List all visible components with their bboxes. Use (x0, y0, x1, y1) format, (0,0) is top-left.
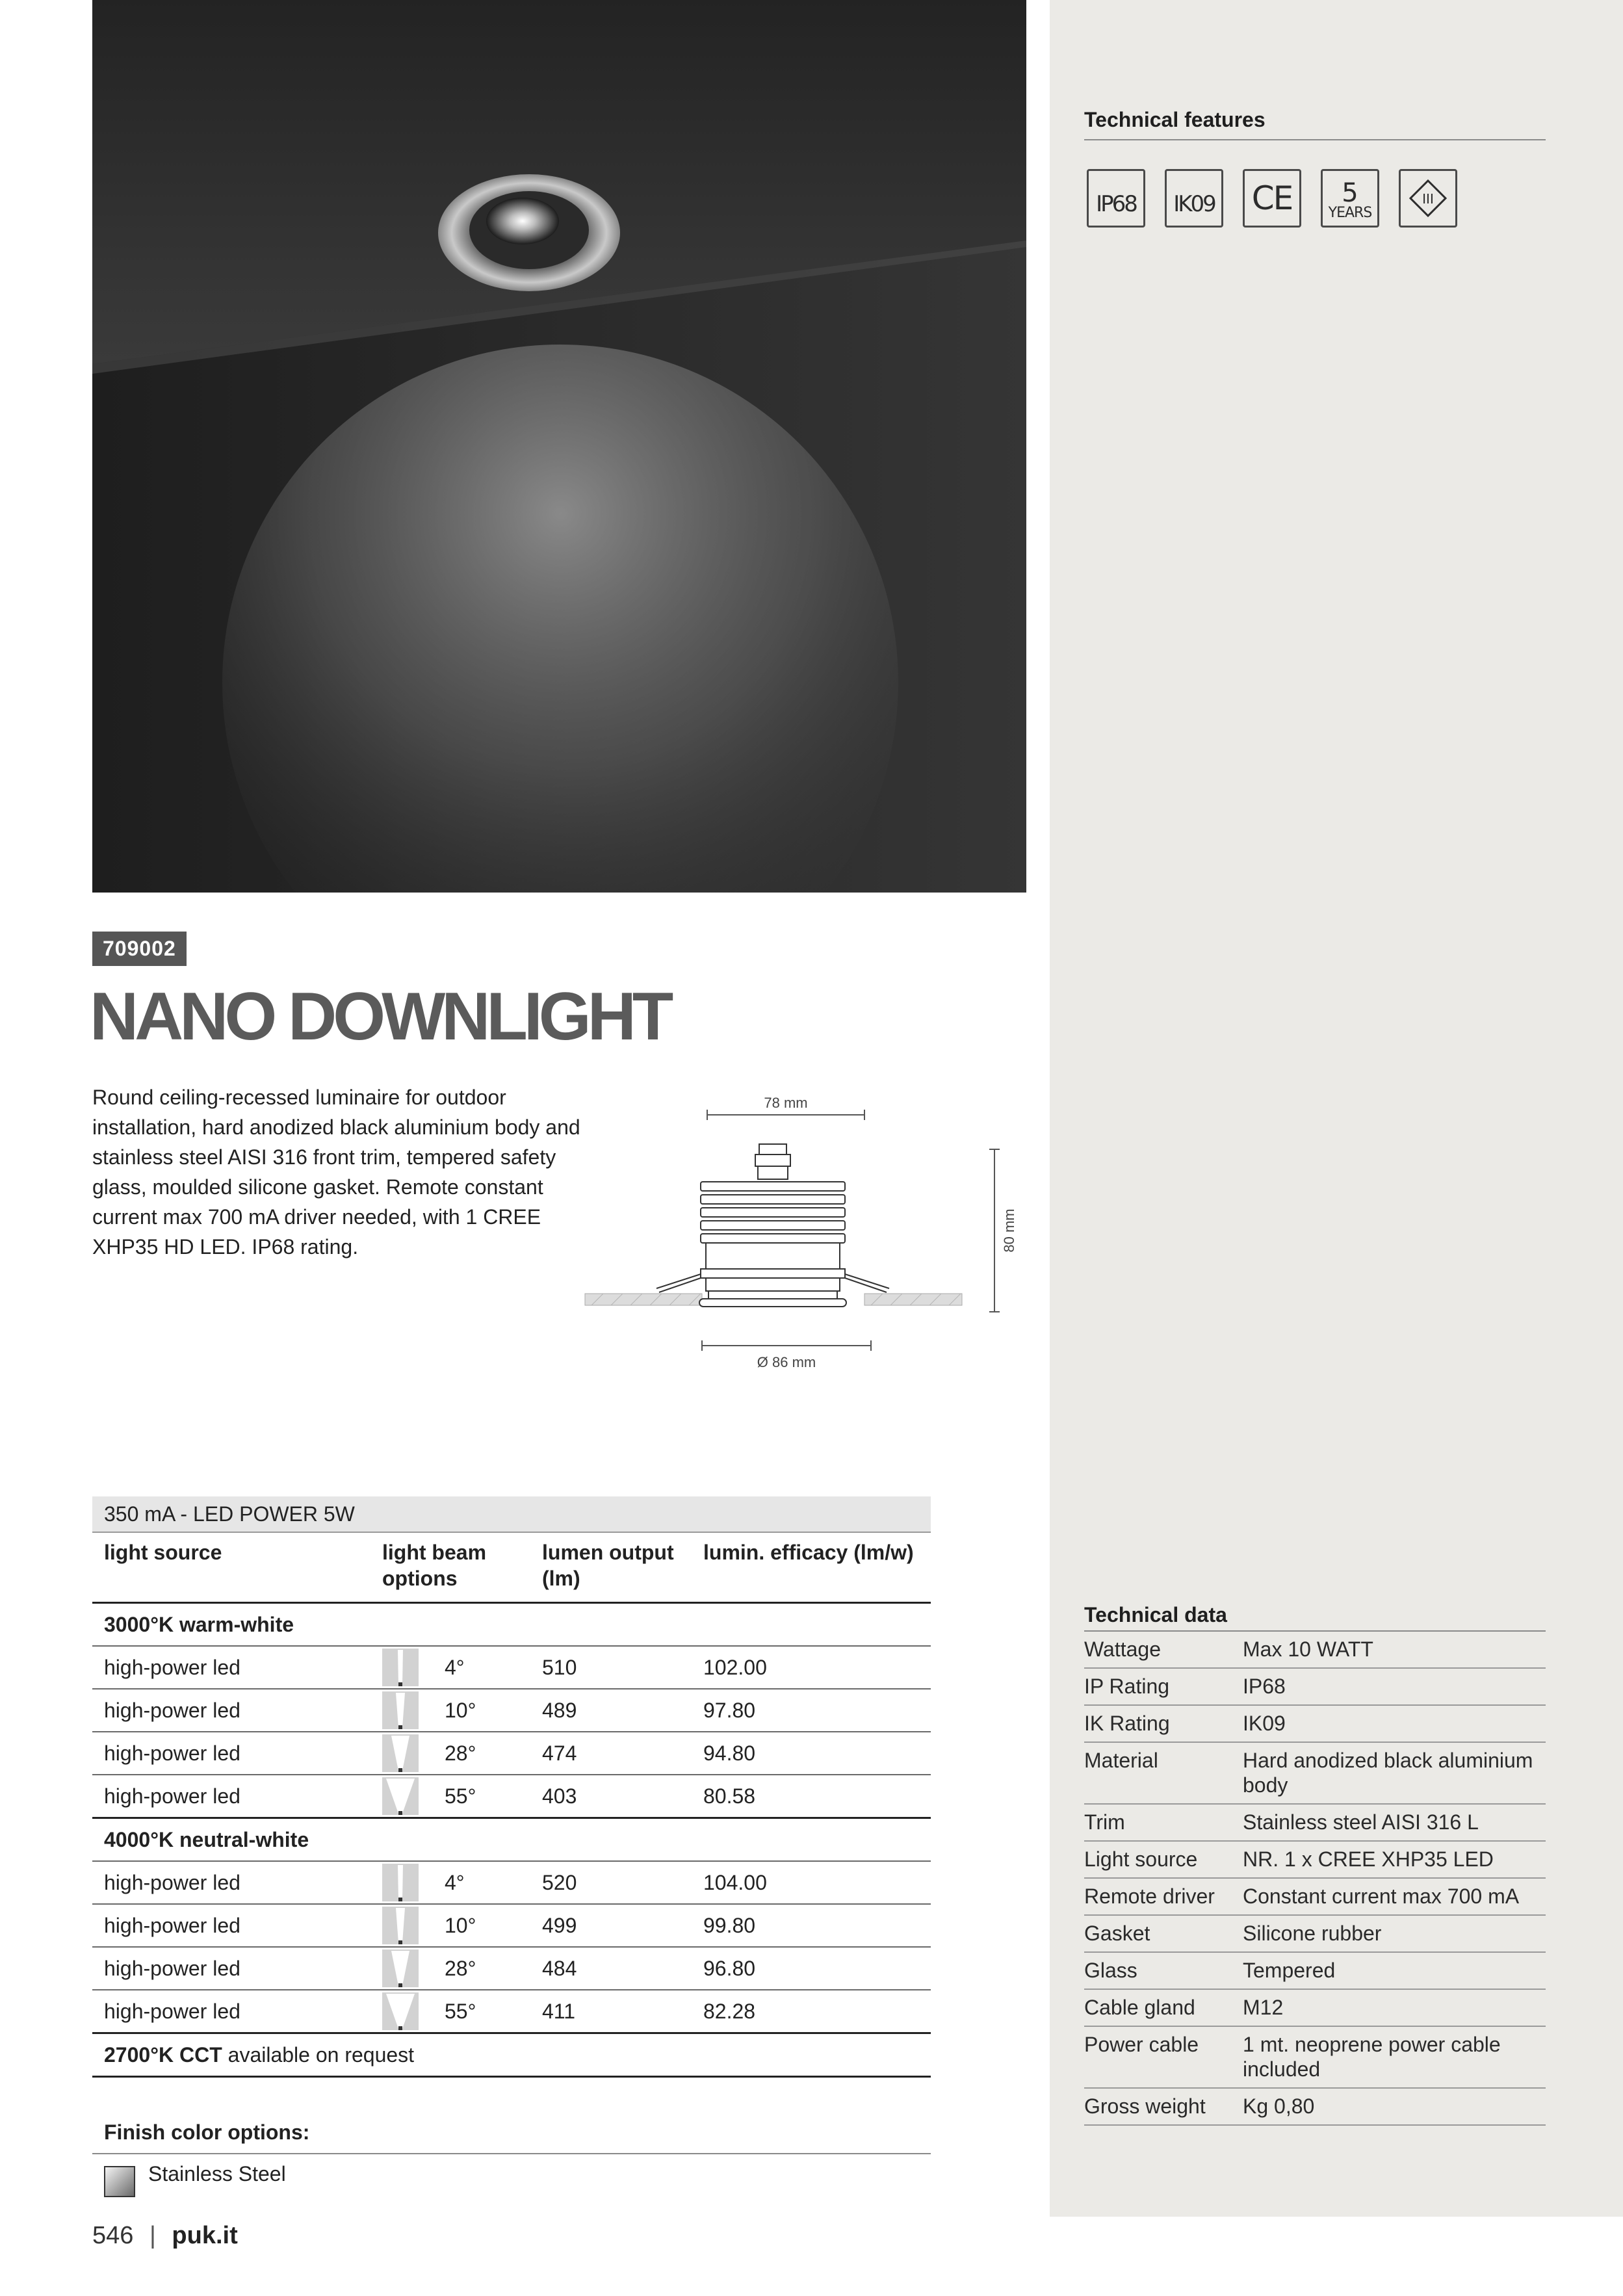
lumen-cell: 474 (530, 1732, 692, 1775)
tech-data-table (1084, 1632, 1546, 2126)
tech-data-value: Tempered (1243, 1952, 1546, 1989)
cct-note-text: available on request (222, 2042, 415, 2067)
beam-angle-icon (382, 1907, 419, 1944)
beam-icon-cell (370, 1861, 433, 1904)
tech-data-value: IK09 (1243, 1705, 1546, 1742)
cct-note (92, 2033, 931, 2077)
class-iii-icon (1399, 169, 1457, 228)
light-source-cell: high-power led (92, 1689, 370, 1732)
tech-data-key: Gross weight (1084, 2088, 1243, 2125)
tech-data-key: Trim (1084, 1804, 1243, 1841)
tech-data-row (1084, 1841, 1546, 1878)
light-source-cell: high-power led (92, 1904, 370, 1947)
features-rule (1084, 139, 1546, 140)
product-description: Round ceiling-recessed luminaire for outdoor installation, hard anodized black aluminium body and stainless steel AISI 316 front trim, tempered safety glass, moulded silicone gasket. Remote constant current max 700 mA driver needed, with 1 CREE XHP35 HD LED. IP68 rating. (92, 1086, 580, 1259)
tech-data-value: Stainless steel AISI 316 L (1243, 1804, 1546, 1841)
lumen-cell: 484 (530, 1947, 692, 1990)
tech-data-value: NR. 1 x CREE XHP35 LED (1243, 1841, 1546, 1878)
beam-angle-cell: 28° (433, 1947, 530, 1990)
beam-icon-cell (370, 1990, 433, 2033)
efficacy-cell: 82.28 (692, 1990, 931, 2033)
svg-text:Ø 86 mm: Ø 86 mm (757, 1354, 816, 1370)
lumen-cell: 403 (530, 1775, 692, 1818)
tech-data-key: Light source (1084, 1841, 1243, 1878)
product-title: NANO DOWNLIGHT (90, 979, 670, 1054)
tech-data-row (1084, 1804, 1546, 1841)
table-row (92, 1689, 931, 1732)
tech-data-key: Material (1084, 1742, 1243, 1804)
beam-angle-icon (382, 1992, 419, 2030)
group-label: 3000°K warm-white (92, 1603, 931, 1647)
tech-data-row (1084, 1878, 1546, 1915)
efficacy-cell: 96.80 (692, 1947, 931, 1990)
efficacy-cell: 104.00 (692, 1861, 931, 1904)
beam-icon-cell (370, 1732, 433, 1775)
ik09-badge: IK09 (1165, 169, 1223, 228)
svg-text:78 mm: 78 mm (764, 1095, 808, 1111)
beam-angle-cell: 4° (433, 1646, 530, 1689)
beam-angle-icon (382, 1864, 419, 1901)
lumen-cell: 520 (530, 1861, 692, 1904)
beam-angle-cell: 55° (433, 1990, 530, 2033)
table-row (92, 1732, 931, 1775)
svg-text:80 mm: 80 mm (1001, 1208, 1017, 1253)
beam-angle-cell: 28° (433, 1732, 530, 1775)
tech-data-value: M12 (1243, 1989, 1546, 2026)
tech-data-key: Wattage (1084, 1632, 1243, 1668)
svg-text:III: III (1422, 191, 1434, 207)
tech-data-key: Glass (1084, 1952, 1243, 1989)
lumen-cell: 510 (530, 1646, 692, 1689)
cct-note-bold: 2700°K CCT (104, 2042, 222, 2067)
tech-data-row (1084, 1632, 1546, 1668)
beam-icon-cell (370, 1689, 433, 1732)
beam-icon-cell (370, 1646, 433, 1689)
efficacy-cell: 97.80 (692, 1689, 931, 1732)
page-number: 546 (92, 2222, 134, 2249)
efficacy-cell: 94.80 (692, 1732, 931, 1775)
tech-data-row (1084, 1989, 1546, 2026)
table-row (92, 1646, 931, 1689)
tech-data-row (1084, 1668, 1546, 1705)
footer-separator: | (149, 2222, 156, 2249)
lumen-cell: 489 (530, 1689, 692, 1732)
beam-angle-icon (382, 1691, 419, 1729)
light-source-cell: high-power led (92, 1861, 370, 1904)
tech-data-value: Constant current max 700 mA (1243, 1878, 1546, 1915)
tech-data-key: Power cable (1084, 2026, 1243, 2088)
tech-data-key: IK Rating (1084, 1705, 1243, 1742)
light-source-cell: high-power led (92, 1775, 370, 1818)
tech-data-value: Kg 0,80 (1243, 2088, 1546, 2125)
lumen-cell: 411 (530, 1990, 692, 2033)
tech-data-value: IP68 (1243, 1668, 1546, 1705)
beam-angle-icon (382, 1649, 419, 1686)
beam-angle-cell: 4° (433, 1861, 530, 1904)
light-source-cell: high-power led (92, 1947, 370, 1990)
page-footer (92, 2222, 238, 2250)
beam-icon-cell (370, 1947, 433, 1990)
tech-data-key: Gasket (1084, 1915, 1243, 1952)
tech-data-row (1084, 2088, 1546, 2125)
ip68-badge: IP68 (1087, 169, 1145, 228)
product-photo (92, 0, 1026, 893)
light-source-cell: high-power led (92, 1646, 370, 1689)
finish-option-label: Stainless Steel (148, 2162, 286, 2185)
color-temp-group (92, 1818, 931, 1862)
tech-data-row (1084, 1952, 1546, 1989)
tech-data-key: Remote driver (1084, 1878, 1243, 1915)
tech-data-row (1084, 1705, 1546, 1742)
beam-angle-cell: 55° (433, 1775, 530, 1818)
tech-data-value: Max 10 WATT (1243, 1632, 1546, 1668)
beam-icon-cell (370, 1775, 433, 1818)
product-code: 709002 (92, 932, 187, 966)
ce-mark-badge: CE (1243, 169, 1301, 228)
warranty-badge: 5 YEARS (1321, 169, 1379, 228)
beam-angle-cell: 10° (433, 1689, 530, 1732)
spec-table-header: 350 mA - LED POWER 5W (92, 1496, 931, 1532)
tech-data-value: 1 mt. neoprene power cable included (1243, 2026, 1546, 2088)
beam-angle-cell: 10° (433, 1904, 530, 1947)
col-light-source: light source (92, 1532, 370, 1603)
group-label: 4000°K neutral-white (92, 1818, 931, 1862)
beam-angle-icon (382, 1777, 419, 1815)
dimension-drawing (578, 1079, 1033, 1378)
col-efficacy: lumin. efficacy (lm/w) (692, 1532, 931, 1603)
table-row (92, 1947, 931, 1990)
tech-data-value: Silicone rubber (1243, 1915, 1546, 1952)
light-source-cell: high-power led (92, 1990, 370, 2033)
features-title: Technical features (1084, 108, 1266, 131)
efficacy-cell: 99.80 (692, 1904, 931, 1947)
tech-data-key: IP Rating (1084, 1668, 1243, 1705)
col-light-beam: light beam options (370, 1532, 530, 1603)
efficacy-cell: 80.58 (692, 1775, 931, 1818)
table-row (92, 1990, 931, 2033)
tech-data-key: Cable gland (1084, 1989, 1243, 2026)
finish-title: Finish color options: (104, 2120, 310, 2144)
beam-icon-cell (370, 1904, 433, 1947)
tech-data-title: Technical data (1084, 1603, 1227, 1626)
lumen-cell: 499 (530, 1904, 692, 1947)
color-temp-group (92, 1603, 931, 1647)
site-link[interactable]: puk.it (172, 2222, 238, 2249)
table-row (92, 1904, 931, 1947)
cct-note-row (92, 2033, 931, 2077)
table-row (92, 1775, 931, 1818)
finish-rule (92, 2153, 931, 2154)
light-source-cell: high-power led (92, 1732, 370, 1775)
beam-angle-icon (382, 1734, 419, 1772)
efficacy-cell: 102.00 (692, 1646, 931, 1689)
stainless-steel-swatch (104, 2166, 135, 2197)
tech-data-row (1084, 1742, 1546, 1804)
tech-data-row (1084, 1915, 1546, 1952)
col-lumen-output: lumen output (lm) (530, 1532, 692, 1603)
tech-data-row (1084, 2026, 1546, 2088)
photometric-table (92, 1496, 931, 2078)
table-row (92, 1861, 931, 1904)
tech-data-value: Hard anodized black aluminium body (1243, 1742, 1546, 1804)
beam-angle-icon (382, 1950, 419, 1987)
